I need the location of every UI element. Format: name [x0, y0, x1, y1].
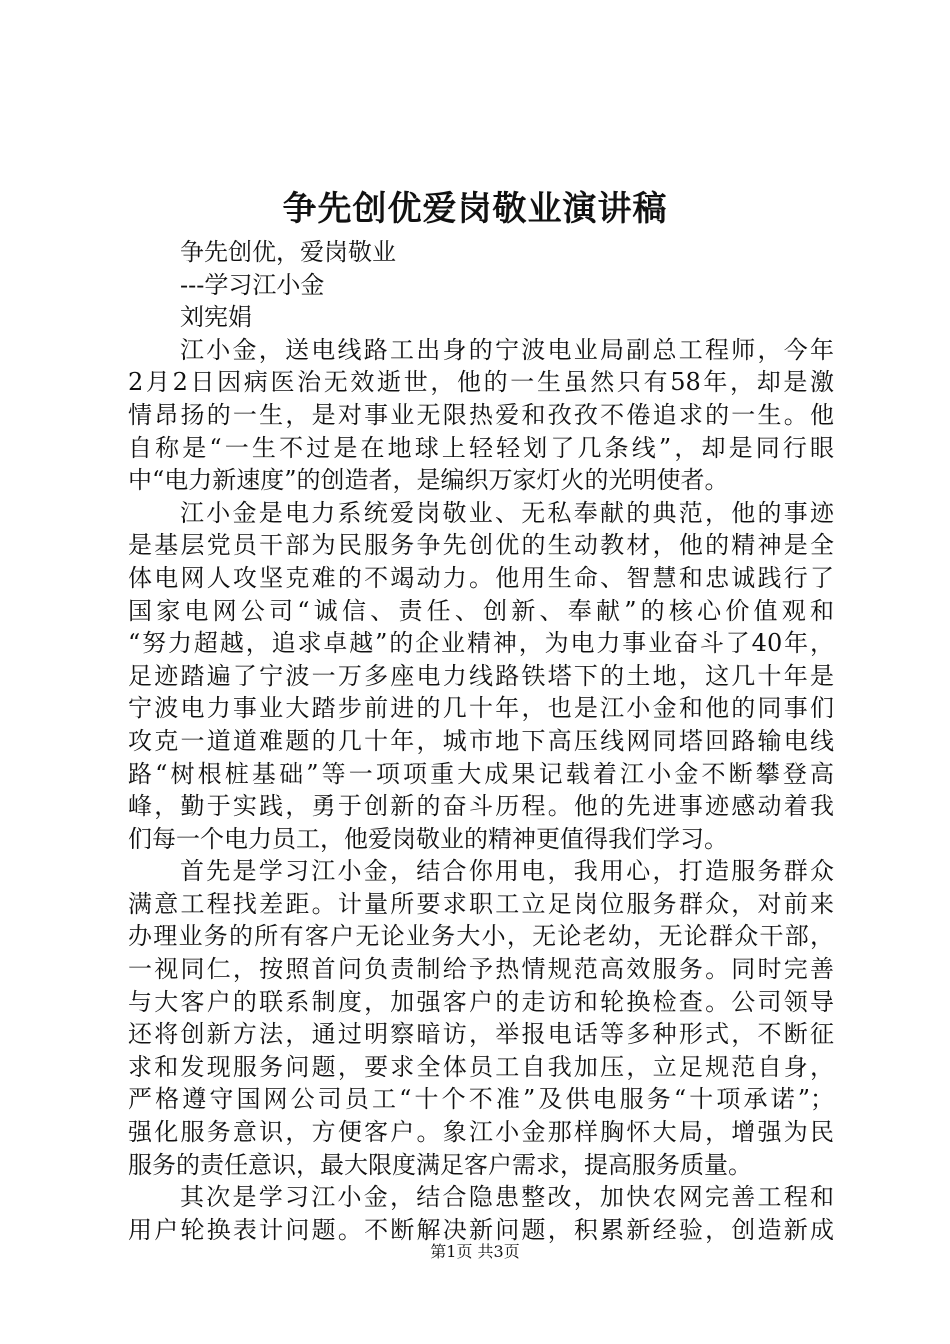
paragraph-line: 求和发现服务问题，要求全体员工自我加压，立足规范自身，: [128, 1052, 834, 1081]
paragraph-line: 首先是学习江小金，结合你用电，我用心，打造服务群众: [180, 857, 834, 886]
paragraph-line: 攻克一道道难题的几十年，城市地下高压线网同塔回路输电线: [128, 726, 834, 755]
paragraph-line: 路“树根桩基础”等一项项重大成果记载着江小金不断攀登高: [128, 759, 834, 788]
paragraph-line: 用户轮换表计问题。不断解决新问题，积累新经验，创造新成: [128, 1215, 834, 1244]
paragraph-line: 办理业务的所有客户无论业务大小，无论老幼，无论群众干部，: [128, 922, 834, 951]
subtitle-line: ---学习江小金: [180, 270, 325, 299]
paragraph-line: 还将创新方法，通过明察暗访，举报电话等多种形式，不断征: [128, 1020, 834, 1049]
paragraph-line: “努力超越，追求卓越”的企业精神，为电力事业奋斗了40年，: [128, 629, 834, 658]
document-title: 争先创优爱岗敬业演讲稿: [282, 189, 668, 229]
paragraph-line: 与大客户的联系制度，加强客户的走访和轮换检查。公司领导: [128, 987, 834, 1016]
paragraph-line: 服务的责任意识，最大限度满足客户需求，提高服务质量。: [128, 1150, 752, 1179]
paragraph-line: 国家电网公司“诚信、责任、创新、奉献”的核心价值观和: [128, 596, 834, 625]
subtitle-line: 争先创优，爱岗敬业: [180, 238, 396, 266]
paragraph-line: 其次是学习江小金，结合隐患整改，加快农网完善工程和: [180, 1183, 834, 1212]
paragraph-line: 宁波电力事业大踏步前进的几十年，也是江小金和他的同事们: [128, 694, 834, 723]
paragraph-line: 体电网人攻坚克难的不竭动力。他用生命、智慧和忠诚践行了: [128, 563, 834, 592]
paragraph-line: 情昂扬的一生，是对事业无限热爱和孜孜不倦追求的一生。他: [128, 400, 834, 429]
paragraph-line: 是基层党员干部为民服务争先创优的生动教材，他的精神是全: [128, 531, 834, 560]
paragraph-line: 2月2日因病医治无效逝世，他的一生虽然只有58年，却是激: [128, 368, 834, 397]
paragraph-line: 一视同仁，按照首问负责制给予热情规范高效服务。同时完善: [128, 955, 834, 984]
paragraph-line: 江小金，送电线路工出身的宁波电业局副总工程师，今年: [180, 335, 834, 364]
paragraph-line: 中“电力新速度”的创造者，是编织万家灯火的光明使者。: [128, 466, 729, 495]
paragraph-line: 们每一个电力员工，他爱岗敬业的精神更值得我们学习。: [128, 824, 728, 853]
paragraph-line: 严格遵守国网公司员工“十个不准”及供电服务“十项承诺”；: [128, 1085, 834, 1114]
paragraph-line: 峰，勤于实践，勇于创新的奋斗历程。他的先进事迹感动着我: [128, 792, 834, 821]
paragraph-line: 满意工程找差距。计量所要求职工立足岗位服务群众，对前来: [128, 889, 834, 918]
page-number-footer: 第1页 共3页: [430, 1242, 520, 1261]
author-line: 刘宪娟: [180, 303, 252, 332]
document-body: [128, 236, 834, 1246]
paragraph-line: 自称是“一生不过是在地球上轻轻划了几条线”，却是同行眼: [128, 433, 834, 462]
paragraph-line: 强化服务意识，方便客户。象江小金那样胸怀大局，增强为民: [128, 1118, 834, 1147]
paragraph-line: 足迹踏遍了宁波一万多座电力线路铁塔下的土地，这几十年是: [128, 661, 834, 690]
paragraph-line: 江小金是电力系统爱岗敬业、无私奉献的典范，他的事迹: [180, 498, 834, 527]
